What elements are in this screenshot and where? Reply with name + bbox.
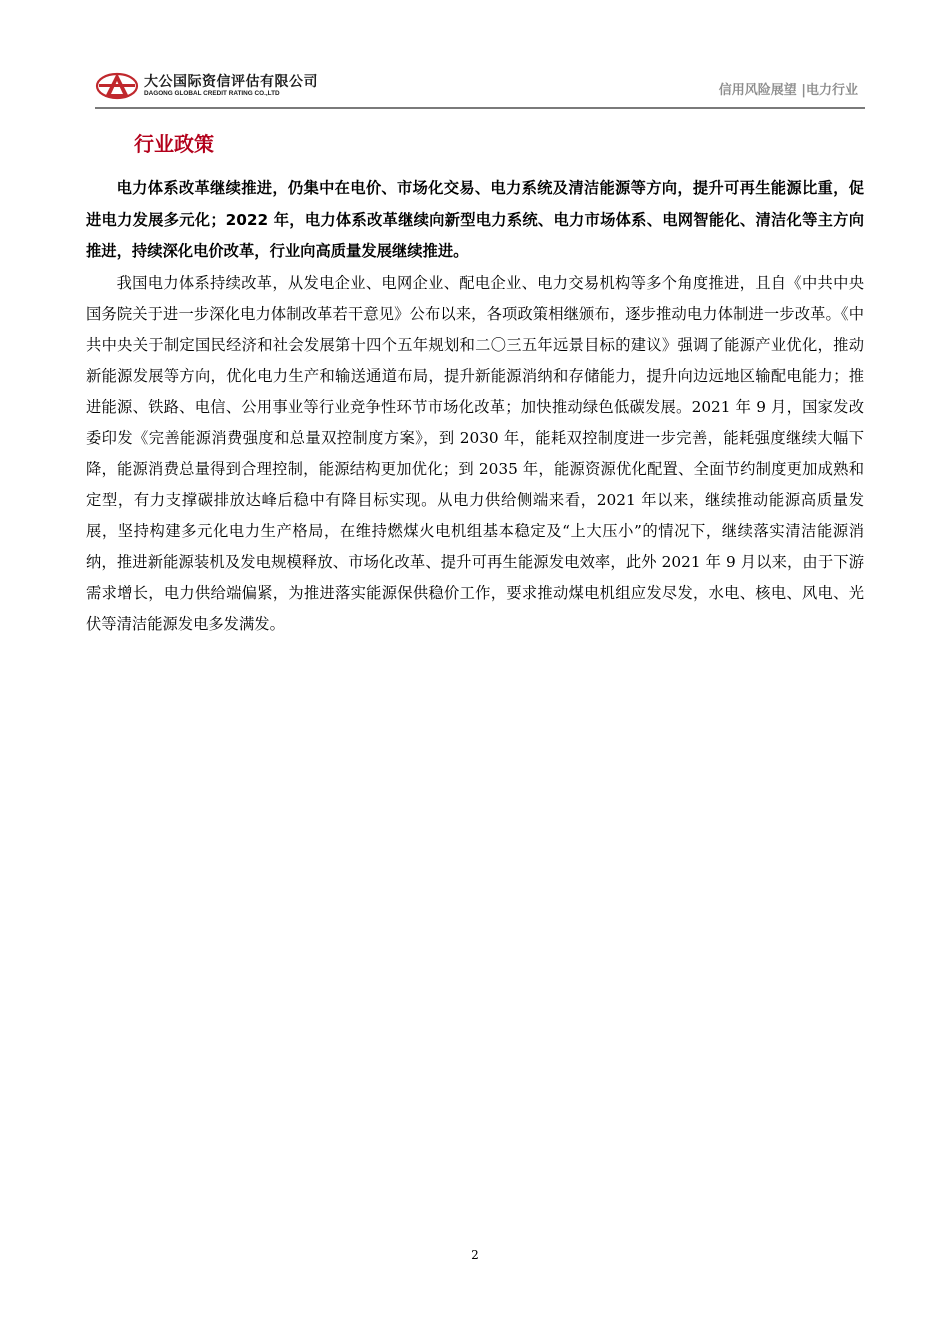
section-title: 行业政策: [134, 132, 214, 156]
summary-paragraph: 电力体系改革继续推进，仍集中在电价、市场化交易、电力系统及清洁能源等方向，提升可再生能源比重，促进电力发展多元化；2022 年，电力体系改革继续向新型电力系统、电力市场体系、电网智能化、清洁化等主方向推进，持续深化电价改革，行业向高质量发展继续推进。: [86, 179, 864, 260]
header-divider: [95, 107, 865, 109]
dagong-logo-icon: [95, 70, 139, 100]
body-paragraph: 我国电力体系持续改革，从发电企业、电网企业、配电企业、电力交易机构等多个角度推进，且自《中共中央国务院关于进一步深化电力体制改革若干意见》公布以来，各项政策相继颁布，逐步推动电力体制进一步改革。《中共中央关于制定国民经济和社会发展第十四个五年规划和二〇三五年远景目标的建议》强调了能源产业优化，推动新能源发展等方向，优化电力生产和输送通道布局，提升新能源消纳和存储能力，提升向边远地区输配电能力；推进能源、铁路、电信、公用事业等行业竞争性环节市场化改革；加快推动绿色低碳发展。2021 年 9 月，国家发改委印发《完善能源消费强度和总量双控制度方案》，到 2030 年，能耗双控制度进一步完善，能耗强度继续大幅下降，能源消费总量得到合理控制，能源结构更加优化；到 2035 年，能源资源优化配置、全面节约制度更加成熟和定型，有力支撑碳排放达峰后稳中有降目标实现。从电力供给侧端来看，2021 年以来，继续推动能源高质量发展，坚持构建多元化电力生产格局，在维持燃煤火电机组基本稳定及“上大压小”的情况下，继续落实清洁能源消纳，推进新能源装机及发电规模释放、市场化改革、提升可再生能源发电效率，此外 2021 年 9 月以来，由于下游需求增长，电力供给端偏紧，为推进落实能源保供稳价工作，要求推动煤电机组应发尽发，水电、核电、风电、光伏等清洁能源发电多发满发。: [86, 273, 864, 633]
page-header: [95, 66, 865, 106]
document-body: [86, 173, 864, 640]
company-name-en: DAGONG GLOBAL CREDIT RATING CO.,LTD: [144, 90, 280, 97]
report-tag: 信用风险展望 |电力行业: [718, 83, 858, 98]
page-number: 2: [471, 1248, 479, 1262]
company-name-cn: 大公国际资信评估有限公司: [144, 74, 318, 90]
